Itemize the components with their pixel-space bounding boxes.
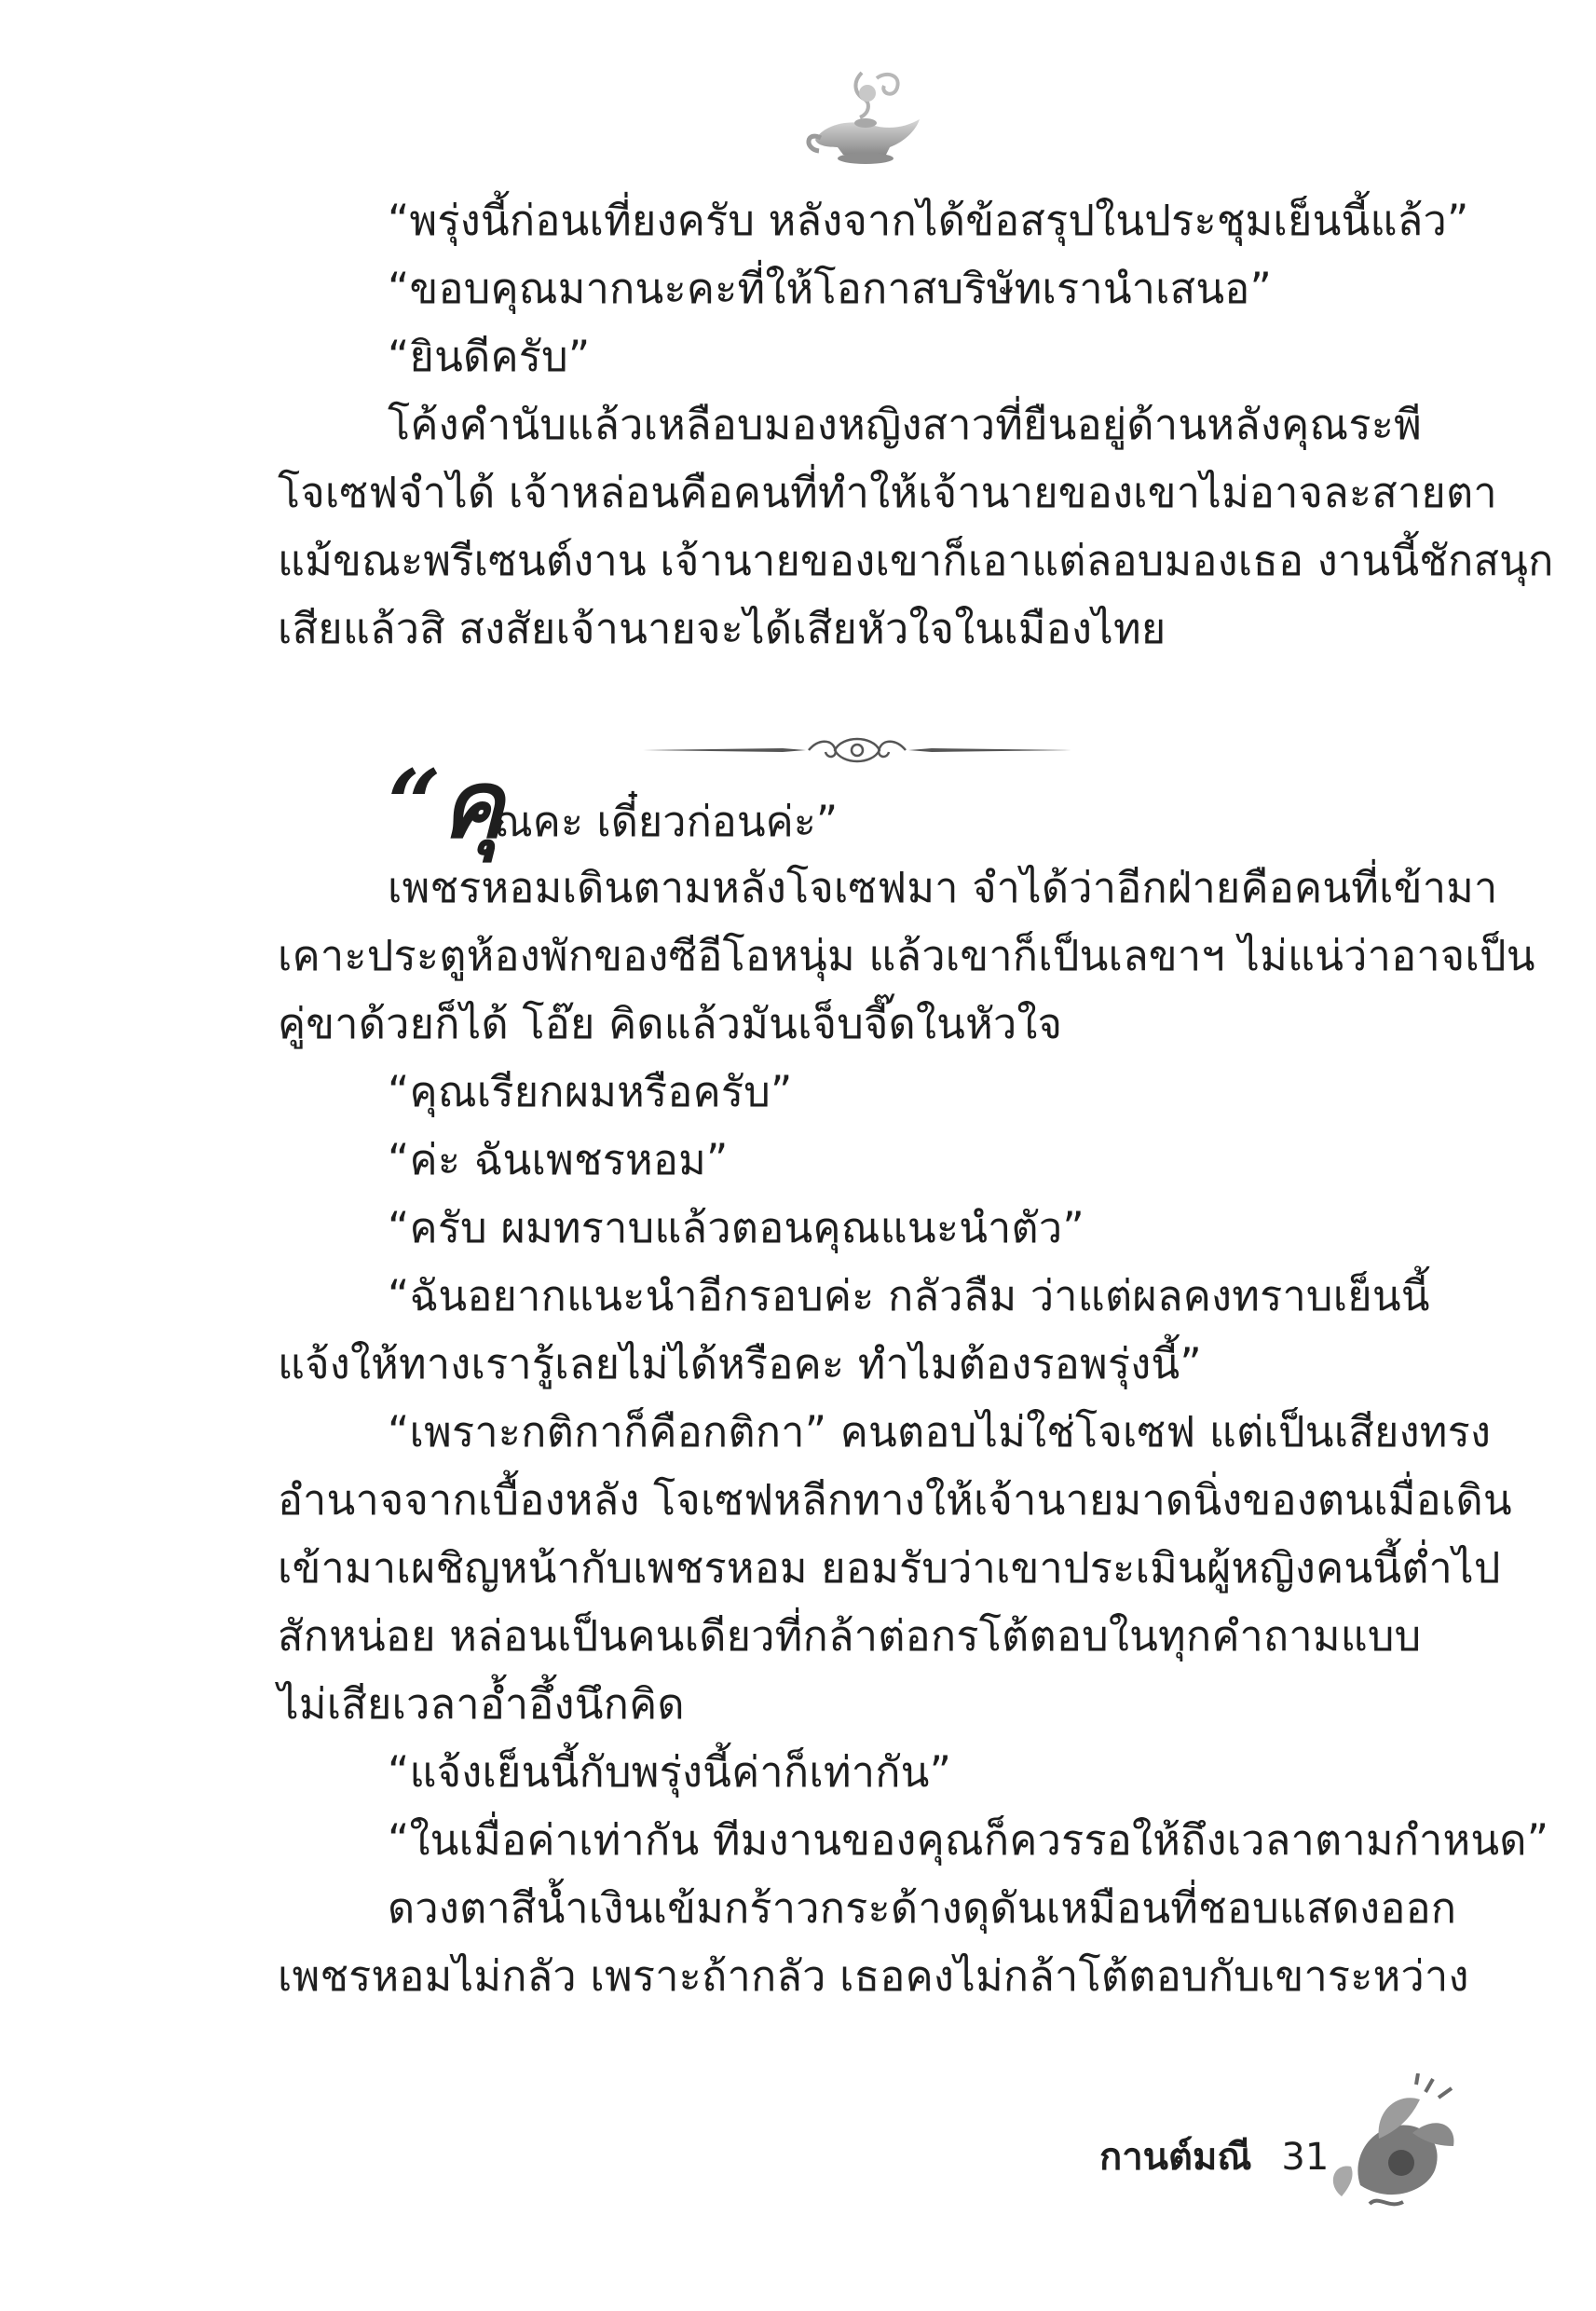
text-line: “ในเมื่อค่าเท่ากัน ทีมงานของคุณก็ควรรอให้ถึงเวลาตามกำหนด” [388,1815,1549,1865]
text-line: แจ้งให้ทางเรารู้เลยไม่ได้หรือคะ ทำไมต้องรอพรุ่งนี้” [278,1339,1202,1388]
text-line: เพชรหอมไม่กลัว เพราะถ้ากลัว เธอคงไม่กล้าโต้ตอบกับเขาระหว่าง [278,1951,1469,2001]
book-title: กานต์มณี [1099,2136,1252,2179]
page-footer [1099,2129,1329,2185]
text-line: “ฉันอยากแนะนำอีกรอบค่ะ กลัวลืม ว่าแต่ผลคงทราบเย็นนี้ [388,1271,1430,1320]
text-line: “คุณเรียกผมหรือครับ” [388,1067,793,1116]
text-line: “ยินดีครับ” [388,332,591,381]
paragraph-block-2 [278,854,1549,2010]
text-line: ไม่เสียเวลาอ้ำอึ้งนึกคิด [278,1679,685,1729]
text-line: “เพราะกติกาก็คือกติกา” คนตอบไม่ใช่โจเซฟ แต่เป็นเสียงทรง [388,1407,1492,1456]
text-line: “ค่ะ ฉันเพชรหอม” [388,1135,729,1184]
text-line: ดวงตาสีน้ำเงินเข้มกร้าวกระด้างดุดันเหมือนที่ชอบแสดงออก [388,1883,1457,1933]
text-line: โค้งคำนับแล้วเหลือบมองหญิงสาวที่ยืนอยู่ด้านหลังคุณระพี [388,400,1422,449]
text-line: “พรุ่งนี้ก่อนเที่ยงครับ หลังจากได้ข้อสรุปในประชุมเย็นนี้แล้ว” [388,196,1469,245]
flower-ornament-icon [1323,2073,1463,2213]
text-line: เสียแล้วสิ สงสัยเจ้านายจะได้เสียหัวใจในเมืองไทย [278,604,1166,653]
dropcap-letter: “คุ [388,749,504,859]
text-line: สักหน่อย หล่อนเป็นคนเดียวที่กล้าต่อกรโต้ตอบในทุกคำถามแบบ [278,1611,1422,1661]
dropcap-line [278,749,1452,862]
paragraph-block-1 [278,186,1554,663]
dropcap-rest-text: ณคะ เดี๋ยวก่อนค่ะ” [494,797,839,846]
text-line: “แจ้งเย็นนี้กับพรุ่งนี้ค่าก็เท่ากัน” [388,1747,952,1797]
text-line: เคาะประตูห้องพักของซีอีโอหนุ่ม แล้วเขาก็เป็นเลขาฯ ไม่แน่ว่าอาจเป็น [278,931,1535,980]
text-line: “ครับ ผมทราบแล้วตอนคุณแนะนำตัว” [388,1203,1084,1252]
text-line: คู่ขาด้วยก็ได้ โอ๊ย คิดแล้วมันเจ็บจี๊ดในหัวใจ [278,999,1063,1048]
text-line: เพชรหอมเดินตามหลังโจเซฟมา จำได้ว่าอีกฝ่ายคือคนที่เข้ามา [388,863,1498,912]
text-line: อำนาจจากเบื้องหลัง โจเซฟหลีกทางให้เจ้านายมาดนิ่งของตนเมื่อเดิน [278,1475,1512,1525]
page-number: 31 [1281,2136,1330,2179]
text-line: เข้ามาเผชิญหน้ากับเพชรหอม ยอมรับว่าเขาประเมินผู้หญิงคนนี้ต่ำไป [278,1543,1501,1593]
magic-lamp-icon [797,65,936,186]
text-line: “ขอบคุณมากนะคะที่ให้โอกาสบริษัทเรานำเสนอ” [388,264,1273,313]
text-line: โจเซฟจำได้ เจ้าหล่อนคือคนที่ทำให้เจ้านายของเขาไม่อาจละสายตา [278,468,1497,517]
text-line: แม้ขณะพรีเซนต์งาน เจ้านายของเขาก็เอาแต่ลอบมองเธอ งานนี้ชักสนุก [278,536,1554,585]
